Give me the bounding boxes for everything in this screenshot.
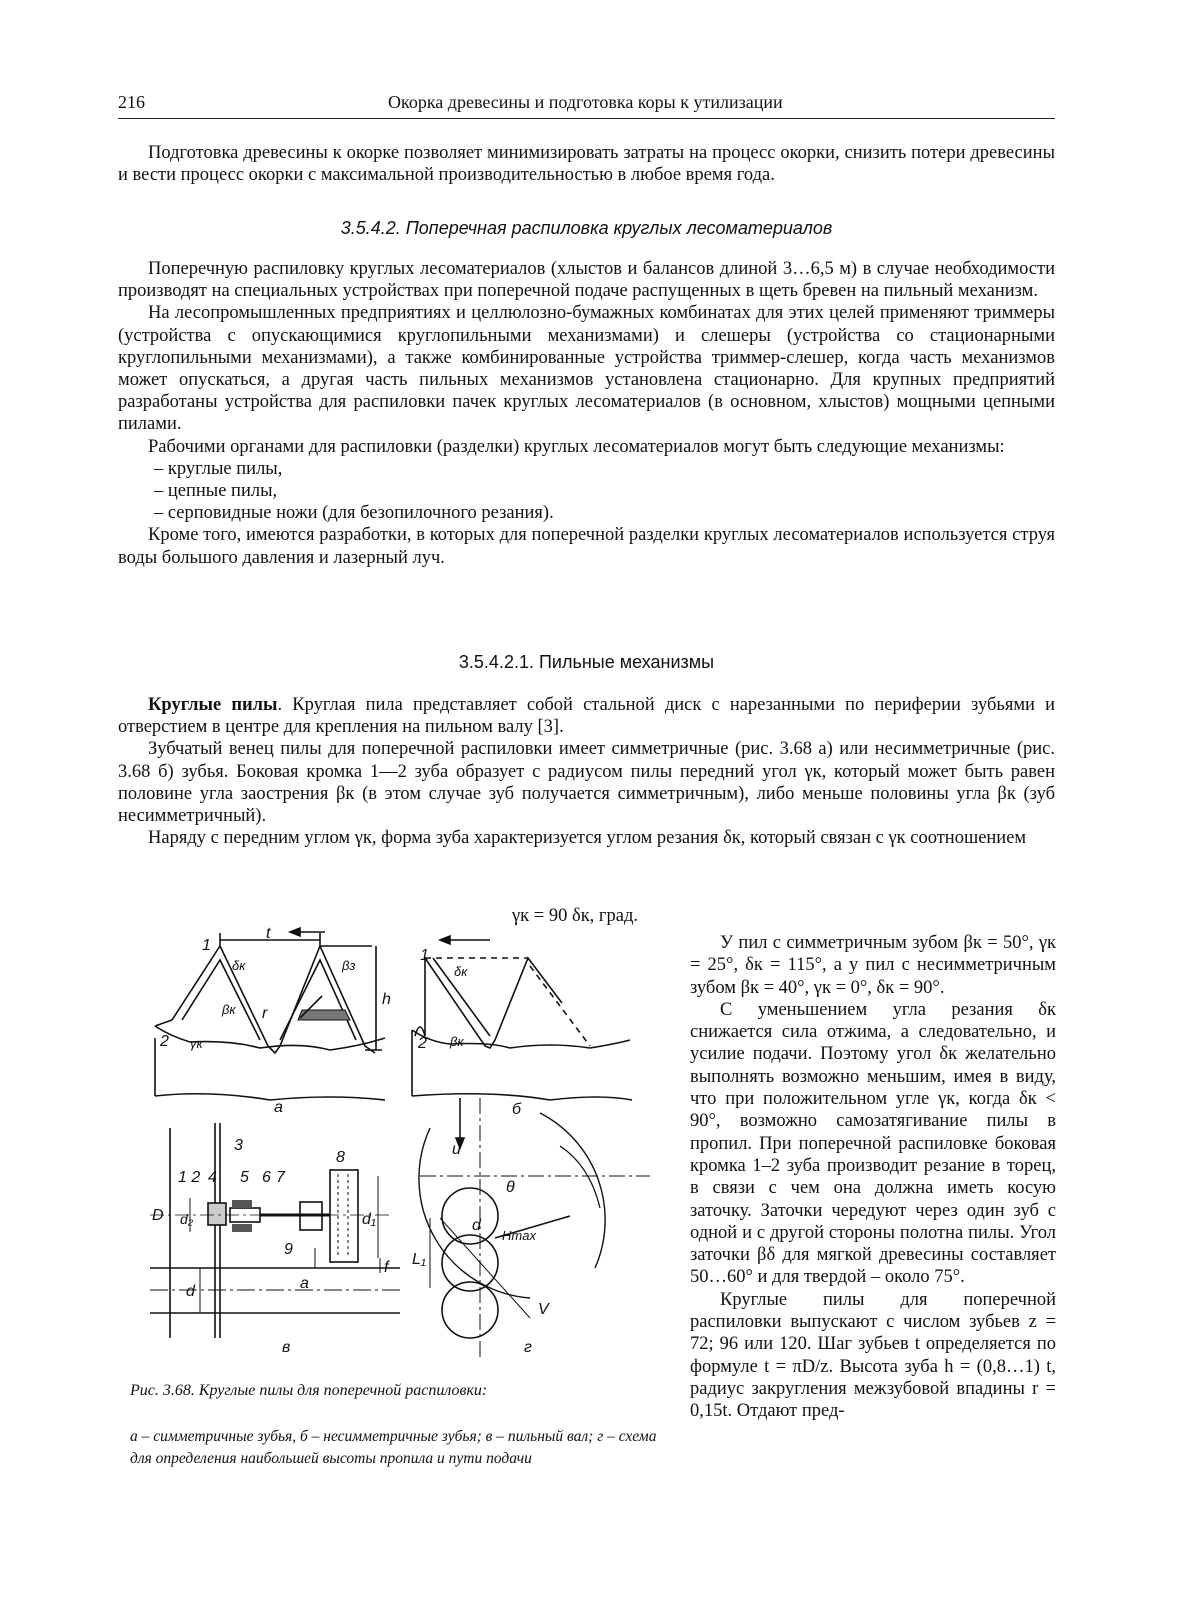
fig-label-beta-s: βз xyxy=(342,958,356,973)
section-paragraph-2: На лесопромышленных предприятиях и целлюлозно-бумажных комбинатах для этих целей применяют триммеры (устройства с опускающимися круглопильными механизмами) и слешеры (устройства со стационарными круглопильными механизмами), а также комбинированные устройства триммер-слешер, когда часть механизмов может опускаться, а другая часть пильных механизмов установлена стационарно. Для крупных предприятий разработаны устройства для распиловки пачек круглых лесоматериалов (в основном, хлыстов) мощными цепными пилами. xyxy=(118,303,1055,435)
intro-text: Подготовка древесины к окорке позволяет минимизировать затраты на процесс окорки, снизить потери древесины и вести процесс окорки с максимальной производительностью в любое время года. xyxy=(118,143,1055,186)
panel-b-teeth xyxy=(412,936,632,1100)
fig-label-b2: 2 xyxy=(418,1035,427,1052)
figure-caption-legend: а – симметричные зубья, б – несимметричные зубья; в – пильный вал; г – схема для определения наибольшей высоты пропила и пути подачи xyxy=(130,1428,657,1467)
fig-label-2: 2 xyxy=(160,1033,169,1050)
fig-label-hmax: Hmax xyxy=(502,1228,536,1243)
fig-label-v: в xyxy=(282,1339,291,1356)
fig-label-4: 4 xyxy=(208,1169,217,1186)
formula: γк = 90 δк, град. xyxy=(512,906,639,926)
right-paragraph-3: Круглые пилы для поперечной распиловки выпускают с числом зубьев z = 72; 96 или 120. Шаг зубьев t определяется по формуле t = πD/z. Высота зуба h = (0,8…1) t, радиус закругления межзубовой впадины r = 0,15t. Отдают пред- xyxy=(690,1289,1056,1422)
fig-label-gamma-k: γк xyxy=(190,1036,203,1051)
subsection-paragraph-2: Зубчатый венец пилы для поперечной распиловки имеет симметричные (рис. 3.68 а) или несимметричные (рис. 3.68 б) зубья. Боковая кромка 1—2 зуба образует с радиусом пилы передний угол γк, который может быть равен половине угла заострения βк (в этом случае зуб получается симметричным), либо меньше половины угла βк (зуб несимметричный). xyxy=(118,739,1055,827)
fig-label-b: б xyxy=(512,1101,521,1118)
fig-label-b-beta-k: βк xyxy=(450,1034,464,1049)
subsection-paragraph-1 xyxy=(118,694,1055,738)
panel-v-shaft xyxy=(150,1123,400,1338)
fig-label-a-dim: a xyxy=(300,1275,309,1292)
fig-label-b-delta-k: δк xyxy=(454,964,468,979)
section-body xyxy=(118,258,1055,569)
fig-label-beta-k: βк xyxy=(222,1002,236,1017)
section-paragraph-3: Рабочими органами для распиловки (разделки) круглых лесоматериалов могут быть следующие механизмы: xyxy=(148,436,1005,457)
fig-label-delta-k: δк xyxy=(232,958,246,973)
running-header xyxy=(118,92,1055,119)
fig-label-12: 1 2 xyxy=(178,1169,201,1186)
subsection-body xyxy=(118,694,1055,849)
right-column xyxy=(690,932,1056,1423)
intro-paragraph xyxy=(118,142,1055,186)
subsection-paragraph-3: Наряду с передним углом γк, форма зуба характеризуется углом резания δк, который связан с γк соотношением xyxy=(148,828,1027,849)
fig-label-a: а xyxy=(274,1099,283,1116)
fig-label-V: V xyxy=(538,1301,549,1318)
figure-drawing xyxy=(150,918,670,1378)
section-paragraph-4: Кроме того, имеются разработки, в которых для поперечной разделки круглых лесоматериалов используется струя воды большого давления и лазерный луч. xyxy=(118,525,1055,568)
fig-label-g-d: d xyxy=(472,1217,481,1234)
fig-label-8: 8 xyxy=(336,1149,345,1166)
fig-label-1: 1 xyxy=(202,937,211,954)
term-bold: Круглые пилы xyxy=(148,695,278,715)
fig-label-d: d xyxy=(186,1283,195,1300)
section-paragraph-1: Поперечную распиловку круглых лесоматериалов (хлыстов и балансов длиной 3…6,5 м) в случае необходимости производят на специальных устройствах при поперечной подаче распущенных в щеть бревен на пильный механизм. xyxy=(118,259,1055,302)
page-number: 216 xyxy=(118,92,145,112)
figure-3-68 xyxy=(150,918,670,1378)
right-paragraph-1: У пил с симметричным зубом βк = 50°, γк = 25°, δк = 115°, а у пил с несимметричным зубом βк = 40°, γк = 0°, δк = 90°. xyxy=(690,933,1056,998)
fig-label-t: t xyxy=(266,925,271,942)
fig-label-7: 7 xyxy=(276,1169,285,1186)
fig-label-b1: 1 xyxy=(420,947,429,964)
fig-label-D: D xyxy=(152,1207,164,1224)
fig-label-5: 5 xyxy=(240,1169,249,1186)
list-item: – серповидные ножи (для безопилочного резания). xyxy=(154,503,554,524)
subsection-paragraph-1-rest: . Круглая пила представляет собой стальной диск с нарезанными по периферии зубьями и отверстием в центре для крепления на пильном валу [3]. xyxy=(118,695,1055,738)
fig-label-6: 6 xyxy=(262,1169,271,1186)
fig-label-r: r xyxy=(262,1005,268,1022)
fig-label-g: г xyxy=(524,1339,532,1356)
list-item: – круглые пилы, xyxy=(154,458,283,479)
fig-label-h: h xyxy=(382,991,391,1008)
fig-label-3: 3 xyxy=(234,1137,243,1154)
fig-label-9: 9 xyxy=(284,1241,293,1258)
running-title: Окорка древесины и подготовка коры к утилизации xyxy=(388,92,783,112)
right-paragraph-2: С уменьшением угла резания δк снижается сила отжима, а следовательно, и усилие подачи. Поэтому угол δк желательно выполнять возможно меньшим, имея в виду, что при положительном угле γк, когда δк < 90°, возможно самозатягивание пилы в пропил. При поперечной распиловке боковая кромка 1–2 зуба производит резание в торец, в связи с чем она должна иметь косую заточку. Заточки чередуют через один зуб с одной и с другой стороны полотна пилы. Угол заточки βδ для мягкой древесины составляет 50…60° и для твердой – около 75°. xyxy=(690,999,1056,1288)
list-item: – цепные пилы, xyxy=(154,481,278,502)
panel-a-teeth xyxy=(155,928,385,1100)
fig-label-d1: d₁ xyxy=(362,1211,376,1228)
subsection-title: 3.5.4.2.1. Пильные механизмы xyxy=(458,652,715,672)
fig-label-theta: θ xyxy=(506,1179,515,1196)
fig-label-f: f xyxy=(384,1259,389,1276)
fig-label-d2: d₂ xyxy=(180,1211,194,1227)
fig-label-L1: L₁ xyxy=(412,1251,426,1268)
fig-label-u: u xyxy=(452,1141,461,1158)
figure-caption-title: Рис. 3.68. Круглые пилы для поперечной распиловки: xyxy=(130,1382,488,1399)
section-title: 3.5.4.2. Поперечная распиловка круглых лесоматериалов xyxy=(340,218,833,238)
